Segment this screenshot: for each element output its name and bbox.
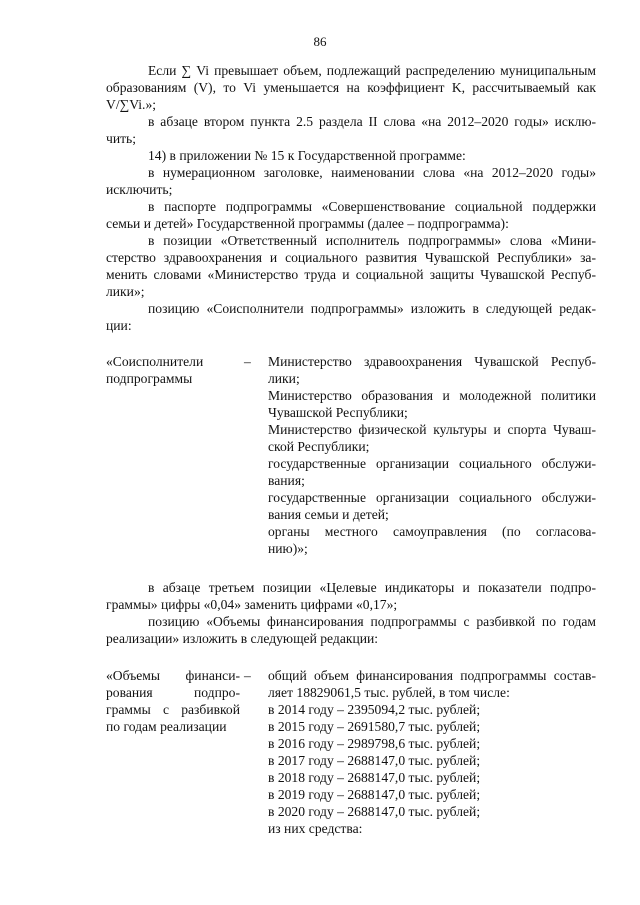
table-value-line: вания; [268,473,305,488]
coexecutors-table [106,353,596,557]
paragraph-line: позицию «Соисполнители подпрограммы» изложить в следующей редак- [148,301,596,316]
table-value-line: Министерство физической культуры и спорта Чуваш- [268,422,596,437]
table-value-line: в 2014 году – 2395094,2 тыс. рублей; [268,702,481,717]
paragraph-line: менить словами «Министерство труда и социальной защиты Чувашской Респуб- [106,267,596,282]
table-value-line: в 2018 году – 2688147,0 тыс. рублей; [268,770,481,785]
table-dash: – [244,354,251,369]
table-value-line: Министерство образования и молодежной политики [268,388,596,403]
paragraph-line: 14) в приложении № 15 к Государственной программе: [148,148,466,163]
paragraph-line: Если ∑ Vi превышает объем, подлежащий распределению муниципальным [148,63,596,78]
paragraph-line: граммы» цифры «0,04» заменить цифрами «0,17»; [106,597,398,612]
table-value-line: Чувашской Республики; [268,405,408,420]
table-label-line: рования подпро- [106,685,240,700]
table-label-line: подпрограммы [106,371,193,386]
paragraph-line: в абзаце третьем позиции «Целевые индикаторы и показатели подпро- [148,580,596,595]
table-value-line: в 2016 году – 2989798,6 тыс. рублей; [268,736,481,751]
paragraph-line: ции: [106,318,132,333]
table-value-line: в 2017 году – 2688147,0 тыс. рублей; [268,753,481,768]
paragraph-line: позицию «Объемы финансирования подпрограммы с разбивкой по годам [148,614,596,629]
table-value-line: вания семьи и детей; [268,507,389,522]
paragraph-line: реализации» изложить в следующей редакции: [106,631,379,646]
table-dash: – [244,668,251,683]
table-label-line: «Соисполнители [106,354,204,369]
table-label-cell [106,667,240,837]
table-label-line: по годам реализации [106,719,227,734]
paragraph-line: лики»; [106,284,145,299]
financing-table [106,667,596,837]
paragraph-line: чить; [106,131,137,146]
table-value-line: государственные организации социального обслужи- [268,490,596,505]
paragraph-line: в нумерационном заголовке, наименовании слова «на 2012–2020 годы» [148,165,596,180]
table-label-line: «Объемы финанси- [106,668,240,683]
paragraph-line: в позиции «Ответственный исполнитель подпрограммы» слова «Мини- [148,233,596,248]
table-value-cell [268,667,596,837]
table-value-line: ляет 18829061,5 тыс. рублей, в том числе: [268,685,510,700]
paragraph-line: в абзаце втором пункта 2.5 раздела II слова «на 2012–2020 годы» исклю- [148,114,596,129]
document-body [106,62,596,837]
paragraph-line: V/∑Vi.»; [106,97,157,112]
page-number: 86 [313,34,327,49]
paragraph-line: исключить; [106,182,173,197]
table-value-cell [268,353,596,557]
table-value-line: лики; [268,371,300,386]
paragraph-line: стерство здравоохранения и социального развития Чувашской Республики» за- [106,250,596,265]
table-value-line: в 2015 году – 2691580,7 тыс. рублей; [268,719,481,734]
table-value-line: нию)»; [268,541,308,556]
table-value-line: в 2019 году – 2688147,0 тыс. рублей; [268,787,481,802]
table-value-line: в 2020 году – 2688147,0 тыс. рублей; [268,804,481,819]
table-value-line: из них средства: [268,821,363,836]
table-label-line: граммы с разбивкой [106,702,240,717]
table-value-line: Министерство здравоохранения Чувашской Респуб- [268,354,596,369]
table-label-cell [106,353,240,557]
paragraph-line: в паспорте подпрограммы «Совершенствование социальной поддержки [148,199,596,214]
paragraph-line: семьи и детей» Государственной программы (далее – подпрограмма): [106,216,509,231]
table-value-line: общий объем финансирования подпрограммы состав- [268,668,596,683]
table-value-line: государственные организации социального обслужи- [268,456,596,471]
table-value-line: органы местного самоуправления (по согласова- [268,524,596,539]
paragraph-line: образованиям (V), то Vi уменьшается на коэффициент K, рассчитываемый как [106,80,596,95]
table-value-line: ской Республики; [268,439,370,454]
